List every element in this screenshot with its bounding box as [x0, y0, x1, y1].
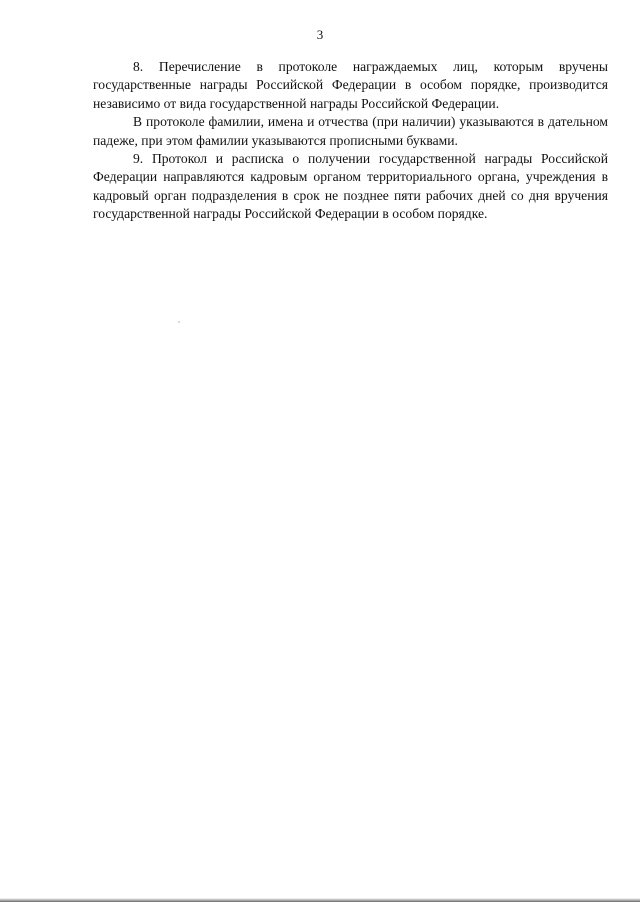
paragraph-8: 8. Перечисление в протоколе награждаемых лиц, которым вручены государственные награды Российской Федерации в особом порядке, производится независимо от вида государственной награды Российской Федерации.: [93, 59, 608, 111]
scan-speck: [178, 321, 180, 323]
page-number: 3: [316, 27, 324, 42]
document-body: [93, 58, 608, 224]
scan-bottom-edge: [0, 898, 640, 902]
paragraph-name-format: В протоколе фамилии, имена и отчества (при наличии) указываются в дательном падеже, при этом фамилии указываются прописными буквами.: [93, 114, 608, 148]
paragraph-9: 9. Протокол и расписка о получении государственной награды Российской Федерации направляются кадровым органом территориального органа, учреждения в кадровый орган подразделения в срок не позднее пяти рабочих дней со дня вручения государственной награды Российской Федерации в особом порядке.: [93, 151, 608, 222]
